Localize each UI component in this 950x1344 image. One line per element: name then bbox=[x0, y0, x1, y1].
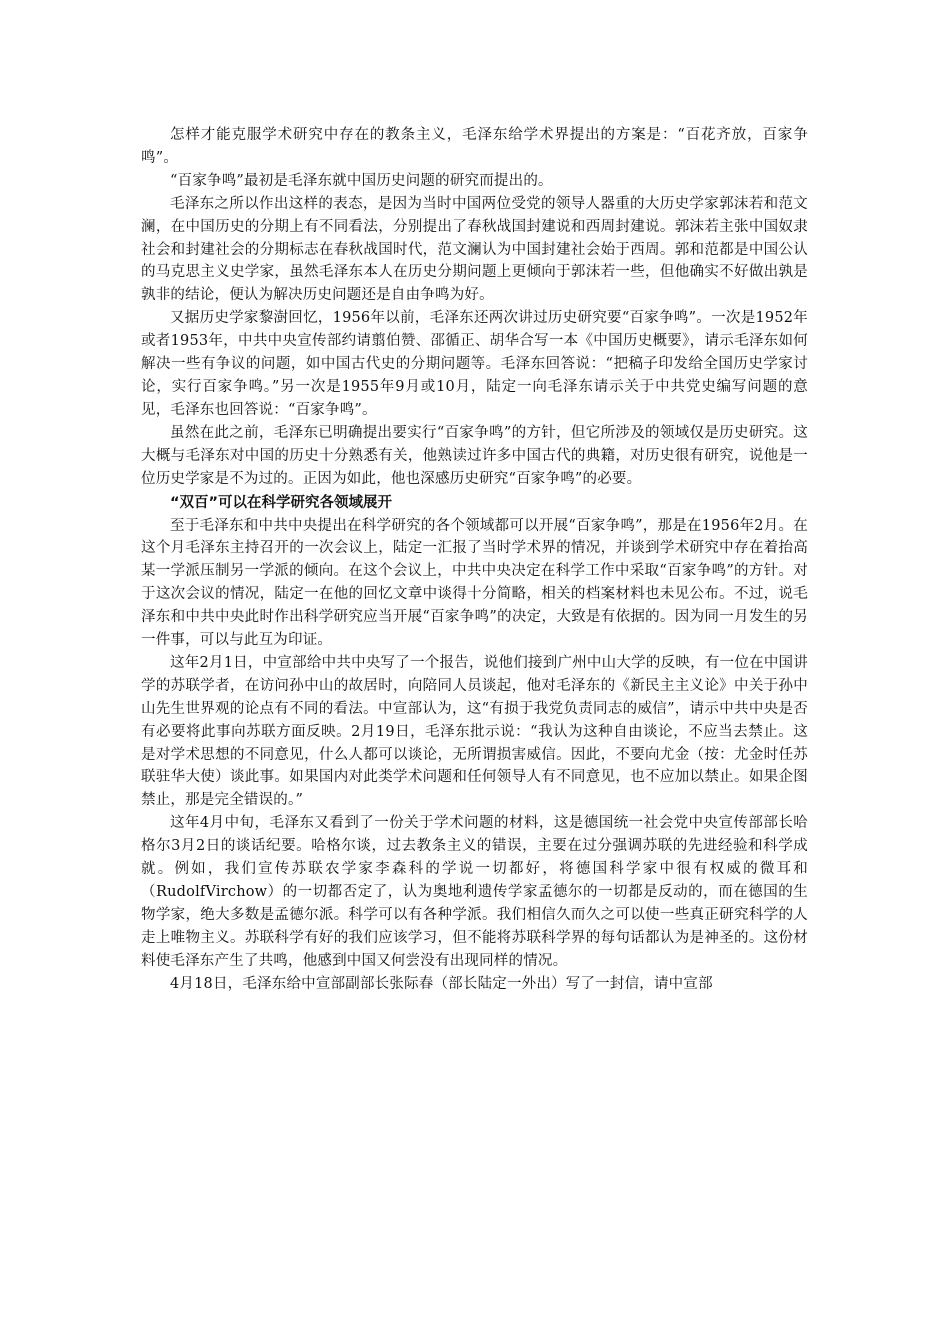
paragraph-1: 怎样才能克服学术研究中存在的教条主义，毛泽东给学术界提出的方案是：“百花齐放，百家争鸣”。 bbox=[141, 127, 808, 166]
paragraph-9: 4月18日，毛泽东给中宣部副部长张际春（部长陆定一外出）写了一封信，请中宣部 bbox=[170, 975, 713, 992]
paragraph-7: 这年2月1日，中宣部给中共中央写了一个报告，说他们接到广州中山大学的反映，有一位在中国讲学的苏联学者，在访问孙中山的故居时，向陪同人员谈起，他对毛泽东的《新民主主义论》中关于孙中山先生世界观的论点有不同的看法。中宣部认为，这“有损于我党负责同志的威信”，请示中共中央是否有必要将此事向苏联方面反映。2月19日，毛泽东批示说：“我认为这种自由谈论，不应当去禁止。这是对学术思想的不同意见，什么人都可以谈论，无所谓损害威信。因此，不要向尤金（按：尤金时任苏联驻华大使）谈此事。如果国内对此类学术问题和任何领导人有不同意见，也不应加以禁止。如果企图禁止，那是完全错误的。” bbox=[141, 654, 808, 809]
document-body bbox=[141, 124, 808, 996]
paragraph-2: “百家争鸣”最初是毛泽东就中国历史问题的研究而提出的。 bbox=[170, 172, 553, 189]
paragraph-8: 这年4月中旬，毛泽东又看到了一份关于学术问题的材料，这是德国统一社会党中央宣传部部长哈格尔3月2日的谈话纪要。哈格尔谈，过去教条主义的错误，主要在过分强调苏联的先进经验和科学成就。例如，我们宣传苏联农学家李森科的学说一切都好，将德国科学家中很有权威的微耳和（RudolfVirchow）的一切都否定了，认为奥地利遗传学家孟德尔的一切都是反动的，而在德国的生物学家，绝大多数是孟德尔派。科学可以有各种学派。我们相信久而久之可以使一些真正研究科学的人走上唯物主义。苏联科学有好的我们应该学习，但不能将苏联科学界的每句话都认为是神圣的。这份材料使毛泽东产生了共鸣，他感到中国又何尝没有出现同样的情况。 bbox=[141, 815, 808, 969]
paragraph-5: 虽然在此之前，毛泽东已明确提出要实行“百家争鸣”的方针，但它所涉及的领域仅是历史研究。这大概与毛泽东对中国的历史十分熟悉有关，他熟读过许多中国古代的典籍，对历史很有研究，说他是一位历史学家是不为过的。正因为如此，他也深感历史研究“百家争鸣”的必要。 bbox=[141, 424, 808, 487]
paragraph-3: 毛泽东之所以作出这样的表态，是因为当时中国两位受党的领导人器重的大历史学家郭沫若和范文澜，在中国历史的分期上有不同看法，分别提出了春秋战国封建说和西周封建说。郭沫若主张中国奴隶社会和封建社会的分期标志在春秋战国时代，范文澜认为中国封建社会始于西周。郭和范都是中国公认的马克思主义史学家，虽然毛泽东本人在历史分期问题上更倾向于郭沫若一些，但他确实不好做出孰是孰非的结论，便认为解决历史问题还是自由争鸣为好。 bbox=[141, 195, 808, 304]
paragraph-6: 至于毛泽东和中共中央提出在科学研究的各个领域都可以开展“百家争鸣”，那是在1956年2月。在这个月毛泽东主持召开的一次会议上，陆定一汇报了当时学术界的情况，并谈到学术研究中存在着抬高某一学派压制另一学派的倾向。在这个会议上，中共中央决定在科学工作中采取“百家争鸣”的方针。对于这次会议的情况，陆定一在他的回忆文章中谈得十分简略，相关的档案材料也未见公布。不过，说毛泽东和中共中央此时作出科学研究应当开展“百家争鸣”的决定，大致是有依据的。因为同一月发生的另一件事，可以与此互为印证。 bbox=[141, 517, 808, 649]
section-heading: “双百”可以在科学研究各领域展开 bbox=[170, 494, 393, 511]
paragraph-4: 又据历史学家黎澍回忆，1956年以前，毛泽东还两次讲过历史研究要“百家争鸣”。一次是1952年或者1953年，中共中央宣传部约请翦伯赞、邵循正、胡华合写一本《中国历史概要》，请示毛泽东如何解决一些有争议的问题，如中国古代史的分期问题等。毛泽东回答说：“把稿子印发给全国历史学家讨论，实行百家争鸣。”另一次是1955年9月或10月，陆定一向毛泽东请示关于中共党史编写问题的意见，毛泽东也回答说：“百家争鸣”。 bbox=[141, 310, 808, 418]
